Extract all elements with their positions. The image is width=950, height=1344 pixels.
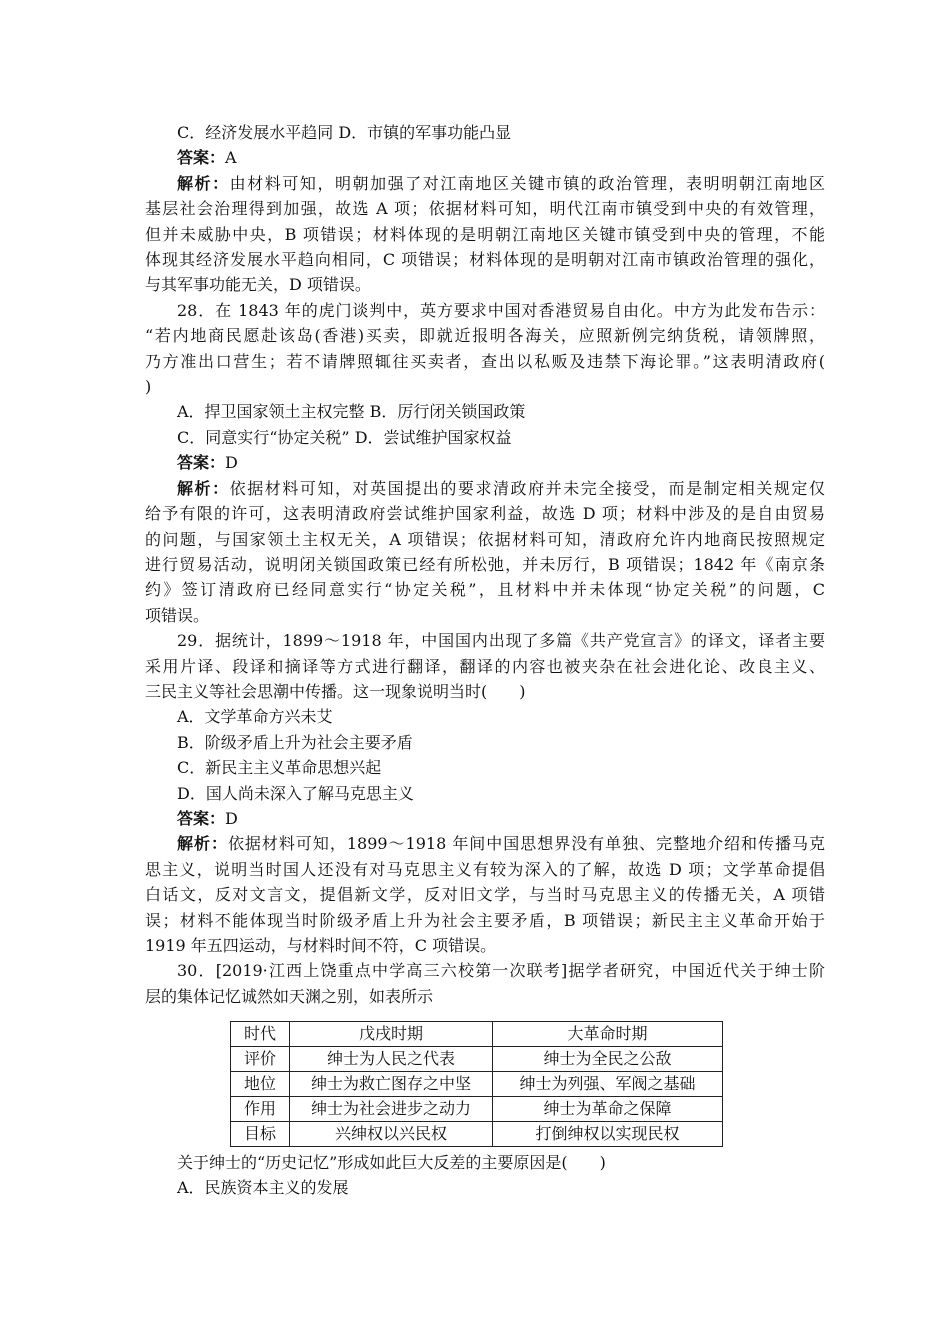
table-cell: 绅士为救亡图存之中坚 bbox=[290, 1072, 493, 1097]
q27-answer bbox=[145, 145, 825, 170]
q28-stem-line: “若内地商民愿赴该岛(香港)买卖，即就近报明各海关，应照新例完纳货税，请领牌照， bbox=[145, 326, 825, 346]
answer-label: 答案： bbox=[177, 148, 226, 168]
table-cell: 绅士为社会进步之动力 bbox=[290, 1097, 493, 1122]
table-row bbox=[231, 1047, 723, 1072]
q28-analysis-line: 的问题，与国家领土主权无关，A 项错误；依据材料可知，清政府允许内地商民按照规定 bbox=[145, 529, 825, 549]
answer-value: D bbox=[225, 808, 238, 828]
q28-analysis-line: 项错误。 bbox=[145, 605, 210, 625]
table-cell: 绅士为人民之代表 bbox=[290, 1047, 493, 1072]
answer-value: A bbox=[225, 148, 237, 168]
q29-option: A．文学革命方兴未艾 bbox=[177, 707, 333, 727]
q29-analysis-line: 白话文，反对文言文，提倡新文学，反对旧文学，与当时马克思主义的传播无关，A 项错 bbox=[145, 885, 825, 905]
analysis-label: 解析： bbox=[177, 173, 230, 193]
q28-stem-line: 乃方准出口营生；若不请牌照辄往买卖者，查出以私贩及违禁下海论罪。”这表明清政府( bbox=[145, 351, 825, 371]
table-cell: 作用 bbox=[231, 1097, 290, 1122]
q28-analysis-line: 进行贸易活动，说明闭关锁国政策已经有所松弛，并未厉行，B 项错误；1842 年《南京条 bbox=[145, 554, 825, 574]
answer-value: D bbox=[225, 453, 238, 473]
q27-analysis-line: 解析：由材料可知，明朝加强了对江南地区关键市镇的政治管理，表明明朝江南地区 bbox=[177, 173, 825, 193]
q29-analysis-line: 思主义，说明当时国人还没有对马克思主义有较为深入的了解，故选 D 项；文学革命提倡 bbox=[145, 859, 825, 879]
q28-analysis-line: 给予有限的许可，这表明清政府尝试维护国家利益，故选 D 项；材料中涉及的是自由贸易 bbox=[145, 504, 825, 524]
table-cell: 地位 bbox=[231, 1072, 290, 1097]
q27-analysis-line: 体现其经济发展水平趋向相同，C 项错误；材料体现的是明朝对江南市镇政治管理的强化， bbox=[145, 250, 825, 270]
q28-options-ab: A．捍卫国家领土主权完整 B．厉行闭关锁国政策 bbox=[177, 402, 526, 422]
answer-label: 答案： bbox=[177, 453, 226, 473]
q27-options-cd: C．经济发展水平趋同 D．市镇的军事功能凸显 bbox=[177, 123, 512, 142]
q27-analysis-line: 但并未威胁中央，B 项错误；材料体现的是明朝江南地区关键市镇受到中央的管理，不能 bbox=[145, 224, 825, 244]
q27-analysis-line: 与其军事功能无关，D 项错误。 bbox=[145, 275, 371, 295]
q29-analysis-line: 1919 年五四运动，与材料时间不符，C 项错误。 bbox=[145, 936, 497, 955]
gentry-comparison-table bbox=[230, 1021, 723, 1147]
analysis-label: 解析： bbox=[177, 478, 230, 498]
table-cell: 目标 bbox=[231, 1122, 290, 1147]
q29-option: D．国人尚未深入了解马克思主义 bbox=[177, 783, 414, 803]
table-cell: 兴绅权以兴民权 bbox=[290, 1122, 493, 1147]
q29-stem-line: 29．据统计，1899～1918 年，中国国内出现了多篇《共产党宣言》的译文，译者主要 bbox=[177, 631, 825, 651]
q30-stem-line: 30．[2019·江西上饶重点中学高三六校第一次联考]据学者研究，中国近代关于绅士阶 bbox=[177, 961, 825, 981]
q29-answer bbox=[145, 806, 825, 831]
analysis-label: 解析： bbox=[177, 834, 228, 854]
q28-analysis-line: 解析：依据材料可知，对英国提出的要求清政府并未完全接受，而是制定相关规定仅 bbox=[177, 478, 825, 498]
q30-option: A．民族资本主义的发展 bbox=[177, 1178, 349, 1198]
table-cell: 绅士为列强、军阀之基础 bbox=[493, 1072, 723, 1097]
q28-analysis-line: 约》签订清政府已经同意实行“协定关税”，且材料中并未体现“协定关税”的问题，C bbox=[145, 580, 825, 600]
table-row bbox=[231, 1072, 723, 1097]
table-cell: 绅士为全民之公敌 bbox=[493, 1047, 723, 1072]
q27-analysis-line: 基层社会治理得到加强，故选 A 项；依据材料可知，明代江南市镇受到中央的有效管理， bbox=[145, 199, 825, 219]
table-row bbox=[231, 1097, 723, 1122]
table-cell: 绅士为革命之保障 bbox=[493, 1097, 723, 1122]
table-header-cell: 时代 bbox=[231, 1022, 290, 1047]
q29-stem-line: 三民主义等社会思潮中传播。这一现象说明当时( ) bbox=[145, 681, 526, 701]
table-header-row bbox=[231, 1022, 723, 1047]
q30-after-table bbox=[145, 1150, 825, 1201]
document-body bbox=[145, 120, 825, 1009]
q30-stem-line: 层的集体记忆诚然如天渊之别，如表所示 bbox=[145, 986, 434, 1006]
table-cell: 打倒绅权以实现民权 bbox=[493, 1122, 723, 1147]
q29-option: C．新民主主义革命思想兴起 bbox=[177, 758, 382, 778]
answer-label: 答案： bbox=[177, 808, 226, 828]
q28-stem-line: 28．在 1843 年的虎门谈判中，英方要求中国对香港贸易自由化。中方为此发布告示： bbox=[177, 300, 825, 320]
q29-analysis-line: 解析：依据材料可知，1899～1918 年间中国思想界没有单独、完整地介绍和传播马克 bbox=[177, 834, 825, 854]
table-header-cell: 大革命时期 bbox=[493, 1022, 723, 1047]
q30-question: 关于绅士的“历史记忆”形成如此巨大反差的主要原因是( ) bbox=[177, 1153, 606, 1172]
table-row bbox=[231, 1122, 723, 1147]
q28-stem-line: ) bbox=[145, 377, 152, 397]
q28-answer bbox=[145, 450, 825, 475]
table-header-cell: 戊戌时期 bbox=[290, 1022, 493, 1047]
q29-stem-line: 采用片译、段译和摘译等方式进行翻译，翻译的内容也被夹杂在社会进化论、改良主义、 bbox=[145, 656, 825, 676]
q29-option: B．阶级矛盾上升为社会主要矛盾 bbox=[177, 732, 413, 752]
q29-analysis-line: 误；材料不能体现当时阶级矛盾上升为社会主要矛盾，B 项错误；新民主主义革命开始于 bbox=[145, 910, 825, 930]
table-cell: 评价 bbox=[231, 1047, 290, 1072]
q28-options-cd: C．同意实行“协定关税” D．尝试维护国家权益 bbox=[177, 427, 512, 447]
